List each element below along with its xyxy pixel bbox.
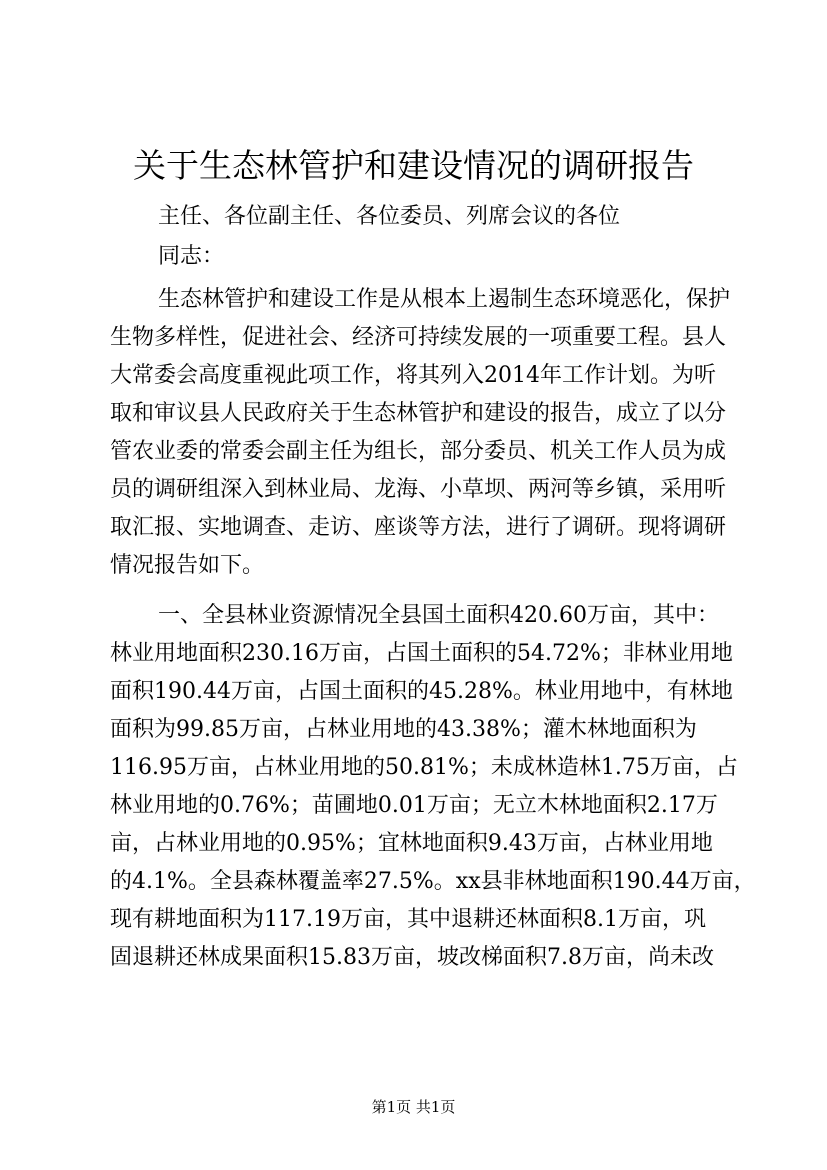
text-line: 的4.1%。全县森林覆盖率27.5%。xx县非林地面积190.44万亩， bbox=[110, 869, 756, 894]
text-line: 亩，占林业用地的0.95%；宜林地面积9.43万亩，占林业用地 bbox=[110, 831, 713, 856]
document-title: 关于生态林管护和建设情况的调研报告 bbox=[133, 146, 694, 185]
text-line: 生态林管护和建设工作是从根本上遏制生态环境恶化，保护 bbox=[158, 287, 731, 312]
text-line: 林业用地面积230.16万亩，占国土面积的54.72%；非林业用地 bbox=[110, 641, 733, 666]
text-line: 面积190.44万亩，占国土面积的45.28%。林业用地中，有林地 bbox=[110, 679, 733, 704]
text-line: 取汇报、实地调查、走访、座谈等方法，进行了调研。现将调研 bbox=[110, 515, 727, 540]
text-line: 生物多样性，促进社会、经济可持续发展的一项重要工程。县人 bbox=[110, 325, 727, 350]
text-line: 取和审议县人民政府关于生态林管护和建设的报告，成立了以分 bbox=[110, 401, 727, 426]
text-line: 主任、各位副主任、各位委员、列席会议的各位 bbox=[158, 204, 621, 229]
text-line: 大常委会高度重视此项工作，将其列入2014年工作计划。为听 bbox=[110, 363, 716, 388]
text-line: 固退耕还林成果面积15.83万亩，坡改梯面积7.8万亩，尚未改 bbox=[110, 945, 714, 970]
text-line: 现有耕地面积为117.19万亩，其中退耕还林面积8.1万亩，巩 bbox=[110, 907, 706, 932]
text-line: 员的调研组深入到林业局、龙海、小草坝、两河等乡镇，采用听 bbox=[110, 477, 727, 502]
text-line: 管农业委的常委会副主任为组长，部分委员、机关工作人员为成 bbox=[110, 439, 727, 464]
page-footer: 第1页 共1页 bbox=[371, 1098, 456, 1116]
text-line: 面积为99.85万亩，占林业用地的43.38%；灌木林地面积为 bbox=[110, 717, 697, 742]
text-line: 林业用地的0.76%；苗圃地0.01万亩；无立木林地面积2.17万 bbox=[110, 793, 718, 818]
text-line: 情况报告如下。 bbox=[110, 553, 265, 578]
text-line: 同志： bbox=[158, 244, 225, 269]
text-line: 一、全县林业资源情况全县国土面积420.60万亩，其中： bbox=[158, 603, 719, 628]
text-line: 116.95万亩，占林业用地的50.81%；未成林造林1.75万亩，占 bbox=[110, 755, 738, 780]
